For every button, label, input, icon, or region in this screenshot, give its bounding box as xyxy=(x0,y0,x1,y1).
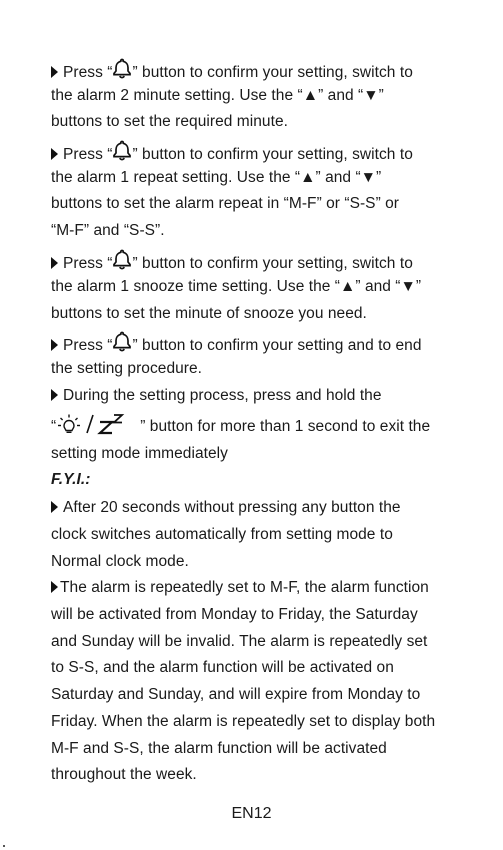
instruction-line: Press “ ” button to confirm your setting, switch to xyxy=(51,58,413,83)
bullet-arrow-icon xyxy=(51,66,58,78)
instruction-line: Press “ ” button to confirm your setting, switch to xyxy=(51,249,413,274)
note-line: and Sunday will be invalid. The alarm is repeatedly set xyxy=(51,633,428,650)
alarm-bell-icon xyxy=(112,249,132,271)
alarm-bell-icon xyxy=(112,140,132,162)
note-line: clock switches automatically from setting mode to xyxy=(51,526,393,543)
bullet-arrow-icon xyxy=(51,389,58,401)
instruction-line: the alarm 2 minute setting. Use the “▲” and “▼” xyxy=(51,87,384,104)
instruction-line: “M-F” and “S-S”. xyxy=(51,222,165,239)
bullet-arrow-icon xyxy=(51,581,58,593)
alarm-bell-icon xyxy=(112,331,132,353)
bullet-arrow-icon xyxy=(51,148,58,160)
instruction-line: the alarm 1 snooze time setting. Use the “▲” and “▼” xyxy=(51,278,422,295)
light-snooze-icon xyxy=(56,413,140,441)
note-line: After 20 seconds without pressing any button the xyxy=(51,498,401,518)
note-line: to S-S, and the alarm function will be activated on xyxy=(51,659,394,676)
alarm-bell-icon xyxy=(112,58,132,80)
note-line: Saturday and Sunday, and will expire from Monday to xyxy=(51,686,421,703)
instruction-line: the alarm 1 repeat setting. Use the “▲” and “▼” xyxy=(51,169,382,186)
corner-dot xyxy=(3,845,5,847)
note-line: Normal clock mode. xyxy=(51,553,189,570)
bullet-arrow-icon xyxy=(51,339,58,351)
instruction-line: buttons to set the required minute. xyxy=(51,113,288,130)
instruction-line: “ ” button for more than 1 second to exit the xyxy=(51,413,430,441)
note-line: Friday. When the alarm is repeatedly set to display both xyxy=(51,713,436,730)
note-line: M-F and S-S, the alarm function will be activated xyxy=(51,740,387,757)
instruction-line: During the setting process, press and hold the xyxy=(51,386,382,406)
bullet-arrow-icon xyxy=(51,501,58,513)
instruction-line: buttons to set the minute of snooze you need. xyxy=(51,305,367,322)
note-line: throughout the week. xyxy=(51,766,197,783)
instruction-line: buttons to set the alarm repeat in “M-F” or “S-S” or xyxy=(51,195,400,212)
instruction-line: Press “ ” button to confirm your setting, switch to xyxy=(51,140,413,165)
note-line: The alarm is repeatedly set to M-F, the alarm function xyxy=(51,578,429,598)
instruction-line: Press “ ” button to confirm your setting and to end xyxy=(51,331,422,356)
fyi-heading: F.Y.I.: xyxy=(51,471,91,488)
instruction-line: the setting procedure. xyxy=(51,360,203,377)
instruction-line: setting mode immediately xyxy=(51,445,228,462)
page-number: EN12 xyxy=(231,805,272,822)
note-line: will be activated from Monday to Friday, the Saturday xyxy=(51,606,418,623)
bullet-arrow-icon xyxy=(51,257,58,269)
